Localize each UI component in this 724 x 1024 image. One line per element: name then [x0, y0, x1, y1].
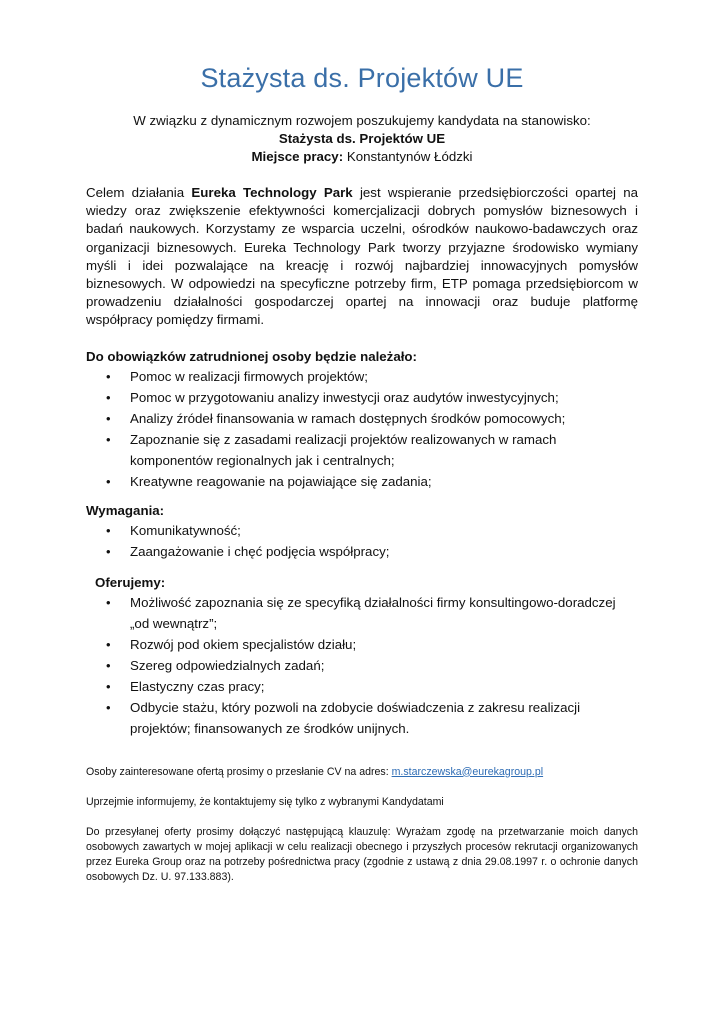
email-link[interactable]: m.starczewska@eurekagroup.pl — [391, 765, 544, 778]
intro-line: W związku z dynamicznym rozwojem poszukujemy kandydata na stanowisko: — [133, 113, 591, 128]
duties-list — [86, 366, 638, 492]
position-name: Stażysta ds. Projektów UE — [278, 131, 446, 146]
list-item: • Rozwój pod okiem specjalistów działu; — [86, 634, 638, 655]
list-item: • Szereg odpowiedzialnych zadań; — [86, 655, 638, 676]
list-item: • Możliwość zapoznania się ze specyfiką działalności firmy konsultingowo-doradczej „od wewnątrz”; — [86, 592, 638, 634]
company-name: Eureka Technology Park — [191, 185, 353, 200]
about-text: jest wspieranie przedsiębiorczości opartej na wiedzy oraz zwiększenie efektywności komercjalizacji dobrych pomysłów biznesowych i badań naukowych. Korzystamy ze wsparcia uczelni, ośrodków naukowo-badawczych oraz organizacji biznesowych. Eureka Technology Park tworzy przyjazne środowisko wymiany myśli i idei pozwalające na kreację i rozwój najbardziej innowacyjnych pomysłów biznesowych. W odpowiedzi na specyficzne potrzeby firm, ETP pomaga przedsiębiorcom w prowadzeniu działalności gospodarczej opartej na innowacji oraz buduje platformę współpracy pomiędzy firmami. — [86, 185, 638, 328]
privacy-clause: Do przesyłanej oferty prosimy dołączyć następującą klauzulę: Wyrażam zgodę na przetwarzanie moich danych osobowych zawartych w mojej aplikacji w celu realizacji obecnego i przyszłych procesów rekrutacji organizowanych przez Eureka Group oraz na potrzeby pośrednictwa pracy (zgodnie z ustawą z dnia 29.08.1997 r. o ochronie danych osobowych Dz. U. 97.133.883). — [86, 825, 638, 883]
list-item: • Odbycie stażu, który pozwoli na zdobycie doświadczenia z zakresu realizacji projektów; finansowanych ze środków unijnych. — [86, 697, 638, 739]
bullet-icon: • — [106, 522, 111, 538]
list-item: • Kreatywne reagowanie na pojawiające się zadania; — [86, 471, 638, 492]
location-label: Miejsce pracy: — [251, 149, 344, 164]
requirements-list — [86, 520, 638, 562]
list-item: • Zaangażowanie i chęć podjęcia współpracy; — [86, 541, 638, 562]
bullet-icon: • — [106, 699, 111, 715]
list-item: • Analizy źródeł finansowania w ramach dostępnych środków pomocowych; — [86, 408, 638, 429]
bullet-icon: • — [106, 410, 111, 426]
bullet-icon: • — [106, 431, 111, 447]
bullet-icon: • — [106, 368, 111, 384]
cv-text: Osoby zainteresowane ofertą prosimy o przesłanie CV na adres: — [86, 765, 392, 778]
offer-list — [86, 592, 638, 739]
duties-heading: Do obowiązków zatrudnionej osoby będzie należało: — [86, 348, 417, 364]
list-item: • Elastyczny czas pracy; — [86, 676, 638, 697]
bullet-icon: • — [106, 636, 111, 652]
page-title: Stażysta ds. Projektów UE — [200, 63, 524, 93]
list-item: • Zapoznanie się z zasadami realizacji projektów realizowanych w ramach komponentów regionalnych jak i centralnych; — [86, 429, 638, 471]
intro-block — [86, 112, 638, 166]
bullet-icon: • — [106, 678, 111, 694]
bullet-icon: • — [106, 473, 111, 489]
location-value: Konstantynów Łódzki — [343, 149, 473, 164]
bullet-icon: • — [106, 543, 111, 559]
bullet-icon: • — [106, 594, 111, 610]
offer-heading: Oferujemy: — [95, 574, 166, 590]
about-prefix: Celem działania — [86, 185, 192, 200]
contact-notice: Uprzejmie informujemy, że kontaktujemy się tylko z wybranymi Kandydatami — [86, 795, 444, 808]
company-description — [86, 184, 638, 330]
cv-instructions — [86, 765, 638, 780]
location-line — [86, 148, 638, 166]
list-item: • Pomoc w realizacji firmowych projektów; — [86, 366, 638, 387]
bullet-icon: • — [106, 657, 111, 673]
requirements-heading: Wymagania: — [86, 502, 165, 518]
bullet-icon: • — [106, 389, 111, 405]
list-item: • Pomoc w przygotowaniu analizy inwestycji oraz audytów inwestycyjnych; — [86, 387, 638, 408]
list-item: • Komunikatywność; — [86, 520, 638, 541]
